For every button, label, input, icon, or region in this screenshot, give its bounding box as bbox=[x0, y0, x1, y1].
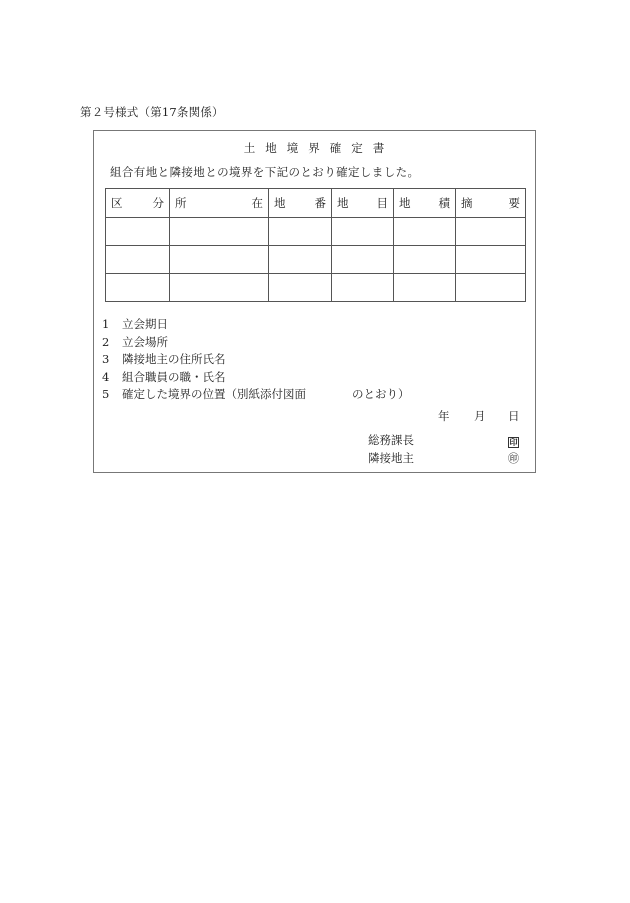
list-item bbox=[102, 386, 410, 404]
table-cell[interactable] bbox=[170, 274, 269, 302]
header-char: 所 bbox=[175, 196, 187, 210]
table-cell[interactable] bbox=[269, 218, 332, 246]
header-char: 区 bbox=[111, 196, 123, 210]
item-number: 2 bbox=[102, 334, 110, 349]
header-char: 目 bbox=[376, 196, 388, 210]
header-char: 地 bbox=[399, 196, 411, 210]
header-char: 地 bbox=[274, 196, 286, 210]
table-cell[interactable] bbox=[394, 274, 456, 302]
seal-circle-icon: ㊞ bbox=[508, 452, 519, 465]
table-row bbox=[106, 274, 526, 302]
table-cell[interactable] bbox=[394, 246, 456, 274]
signature-role-general-affairs-chief: 総務課長 bbox=[368, 433, 414, 447]
item-number: 1 bbox=[102, 317, 110, 331]
table-cell[interactable] bbox=[106, 274, 170, 302]
table-cell[interactable] bbox=[269, 246, 332, 274]
table-cell[interactable] bbox=[106, 246, 170, 274]
boundary-table bbox=[105, 188, 526, 302]
header-cell-location bbox=[170, 189, 269, 218]
item-text: 立会場所 bbox=[122, 334, 168, 349]
list-item bbox=[102, 316, 410, 334]
table-row bbox=[106, 246, 526, 274]
table-cell[interactable] bbox=[332, 274, 394, 302]
header-cell-area bbox=[394, 189, 456, 218]
header-char: 要 bbox=[508, 196, 520, 210]
form-number-label: 第２号様式（第17条関係） bbox=[80, 105, 224, 119]
table-cell[interactable] bbox=[269, 274, 332, 302]
header-char: 摘 bbox=[461, 196, 473, 210]
header-char: 在 bbox=[251, 196, 263, 210]
date-year-label: 年 bbox=[438, 409, 450, 423]
header-cell-category bbox=[106, 189, 170, 218]
date-day-label: 日 bbox=[508, 409, 520, 423]
date-month-label: 月 bbox=[474, 409, 486, 423]
header-cell-land-category bbox=[332, 189, 394, 218]
table-cell[interactable] bbox=[170, 246, 269, 274]
header-char: 分 bbox=[152, 196, 164, 210]
document-title: 土地境界確定書 bbox=[243, 141, 395, 155]
item-text: 確定した境界の位置（別紙添付図面 のとおり） bbox=[122, 387, 410, 402]
table-cell[interactable] bbox=[394, 218, 456, 246]
table-cell[interactable] bbox=[170, 218, 269, 246]
seal-glyph: 印 bbox=[509, 437, 518, 447]
item-number: 3 bbox=[102, 352, 110, 367]
table-cell[interactable] bbox=[332, 218, 394, 246]
seal-square-icon bbox=[508, 434, 519, 448]
items-list bbox=[102, 316, 410, 404]
table-cell[interactable] bbox=[106, 218, 170, 246]
table-cell[interactable] bbox=[456, 218, 526, 246]
header-char: 番 bbox=[314, 196, 326, 210]
table-header-row bbox=[106, 189, 526, 218]
header-char: 積 bbox=[438, 196, 450, 210]
item-text: 立会期日 bbox=[122, 317, 168, 331]
signature-role-adjacent-landowner: 隣接地主 bbox=[368, 451, 414, 465]
header-cell-lot-number bbox=[269, 189, 332, 218]
table-cell[interactable] bbox=[456, 274, 526, 302]
table-row bbox=[106, 218, 526, 246]
table-cell[interactable] bbox=[332, 246, 394, 274]
header-char: 地 bbox=[337, 196, 349, 210]
lead-sentence: 組合有地と隣接地との境界を下記のとおり確定しました。 bbox=[110, 165, 420, 179]
list-item bbox=[102, 334, 410, 352]
item-text: 隣接地主の住所氏名 bbox=[122, 352, 226, 367]
header-cell-remarks bbox=[456, 189, 526, 218]
list-item bbox=[102, 351, 410, 369]
item-number: 4 bbox=[102, 369, 110, 384]
item-number: 5 bbox=[102, 387, 110, 402]
item-text: 組合職員の職・氏名 bbox=[122, 369, 226, 384]
table-cell[interactable] bbox=[456, 246, 526, 274]
list-item bbox=[102, 369, 410, 387]
